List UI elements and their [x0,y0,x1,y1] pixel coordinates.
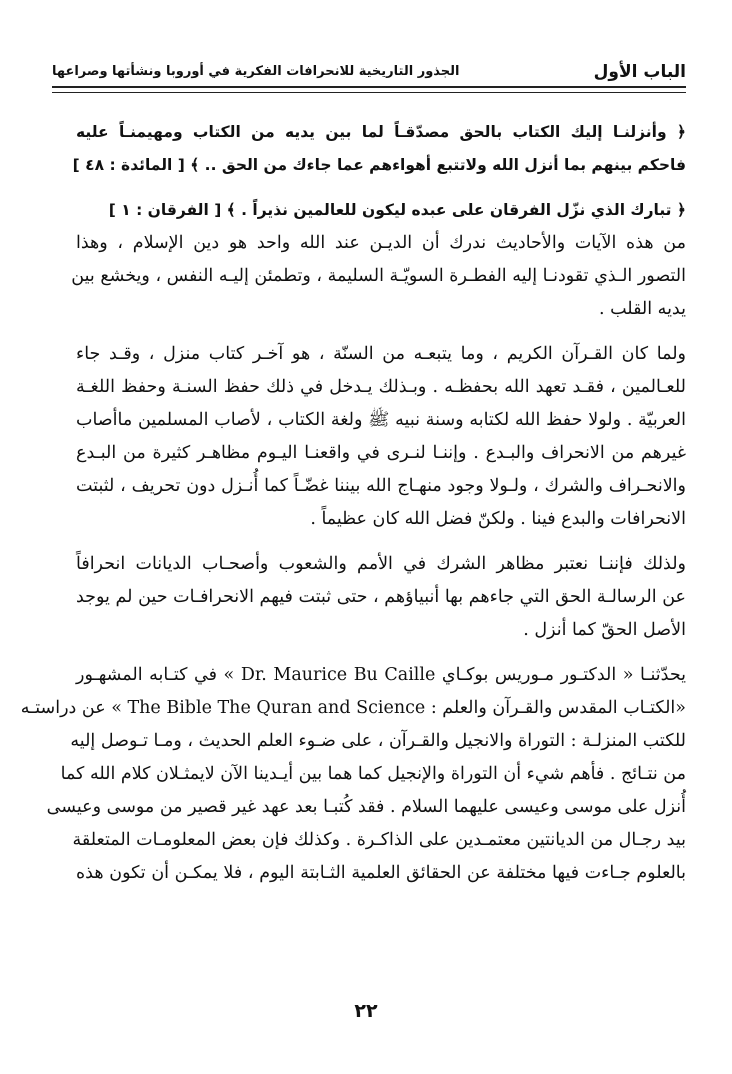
running-title: الجذور التاريخية للانحرافات الفكرية في أوروبا ونشأتها وصراعها [52,64,460,79]
text-line: للكتب المنزلـة : التوراة والانجيل والقـرآن ، على ضـوء العلم الحديث ، ومـا تـوصل إليه [70,731,686,751]
text-line: يديه القلب . [598,299,686,319]
text-line: عن الرسالـة الحق التي جاءهم بها أنبياؤهم ، حتى ثبتت فيهم الانحرافـات حين لم يوجد [76,587,686,607]
page-number: ٢٢ [354,1000,378,1022]
text-line: بيد رجـال من الديانتين معتمـدين على الذاكـرة . وكذلك فإن بعض المعلومـات المتعلقة [72,830,686,850]
page-header [52,54,686,88]
text-line: «الكتـاب المقدس والقـرآن والعلم : The Bible The Quran and Science » عن دراستـه [20,698,686,718]
text-line: الانحرافات والبدع فينا . ولكنّ فضل الله كان عظيماً . [310,509,686,529]
text-line: والانحـراف والشرك ، ولـولا وجود منهـاج الله بيننا غضّـاً كما أُنـزل دون تحريف ، لثبتت [76,476,686,496]
text-line: بالعلوم جـاءت فيها مختلفة عن الحقائق العلمية الثـابتة اليوم ، فلا يمكـن أن تكون هذه [76,863,686,883]
text-line: غيرهم من الانحراف والبـدع . وإننـا لنـرى في واقعنـا اليـوم مظاهـر كثيرة من البـدع [76,443,686,463]
text-line: التصور الـذي تقودنـا إليه الفطـرة السويّـة السليمة ، وتطمئن إليـه النفس ، ويخشع بين [71,266,686,286]
paragraph [76,338,686,536]
text-line: يحدّثنـا « الدكتـور مـوريس بوكـاي Dr. Maurice Bu Caille » في كتـابه المشهـور [76,665,686,685]
page-body [20,116,686,890]
chapter-title: الباب الأول [593,62,686,82]
text-line: العربيّة . ولولا حفظ الله لكتابه وسنة نبيه ﷺ ولغة الكتاب ، لأصاب المسلمين ماأصاب [76,410,686,430]
text-line: ولما كان القـرآن الكريم ، وما يتبعـه من السنّة ، هو آخـر كتاب منزل ، وقـد جاء [76,344,686,364]
header-rule [52,86,686,88]
text-line: للعـالمين ، فقـد تعهد الله بحفظـه . وبـذلك يـدخل في ذلك حفظ السنـة وحفظ اللغـة [76,377,686,397]
text-line: من نتـائج . فأهم شيء أن التوراة والإنجيل كما هما بين أيـدينا الآن لايمثـلان كلام الله كما [60,764,686,784]
header-rule-thin [52,92,686,93]
quran-quotes [72,116,686,227]
quote-line: فاحكم بينهم بما أنزل الله ولاتتبع أهواءهم عما جاءك من الحق .. ﴾ [ المائدة : ٤٨ ] [72,156,686,174]
paragraph [76,548,686,647]
paragraph [20,659,686,890]
text-line: أُنزل على موسى وعيسى عليهما السلام . فقد كُتبـا بعد عهد غير قصير من موسى وعيسى [46,797,686,817]
quote-line: ﴿ وأنزلنـا إليك الكتاب بالحق مصدّقـاً لما بين يديه من الكتاب ومهيمنـاً عليه [76,123,686,141]
text-line: الأصل الحقّ كما أنزل . [523,620,686,640]
paragraph [71,227,686,326]
text-line: ولذلك فإننـا نعتبر مظاهر الشرك في الأمم والشعوب وأصحـاب الديانات انحرافاً [76,554,686,574]
text-line: من هذه الآيات والأحاديث ندرك أن الديـن عند الله واحد هو دين الإسلام ، وهذا [76,233,686,253]
quote-line: ﴿ تبارك الذي نزّل الفرقان على عبده ليكون للعالمين نذيراً . ﴾ [ الفرقان : ١ ] [108,201,686,219]
